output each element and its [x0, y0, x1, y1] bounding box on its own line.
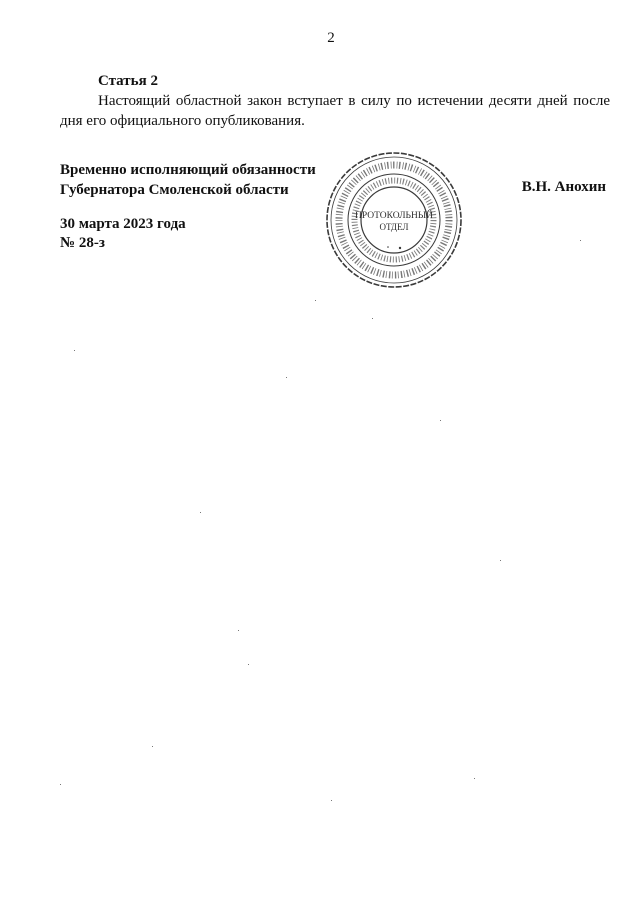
article-body: Настоящий областной закон вступает в силу по истечении десяти дней после дня его официального опубликования. — [60, 93, 610, 129]
law-number: № 28-з — [60, 235, 105, 251]
signatory-position-line2: Губернатора Смоленской области — [60, 182, 289, 198]
law-date: 30 марта 2023 года — [60, 216, 186, 232]
signatory-position-line1: Временно исполняющий обязанности — [60, 162, 316, 178]
seal-inner-line2: ОТДЕЛ — [379, 222, 409, 232]
law-date-number — [60, 215, 186, 253]
page-number: 2 — [327, 30, 335, 46]
article-heading: Статья 2 — [98, 73, 158, 89]
official-seal — [324, 150, 464, 290]
seal-inner-line1: ПРОТОКОЛЬНЫЙ — [354, 211, 434, 221]
signatory-position — [60, 160, 316, 200]
signatory-name: В.Н. Анохин — [521, 179, 606, 195]
